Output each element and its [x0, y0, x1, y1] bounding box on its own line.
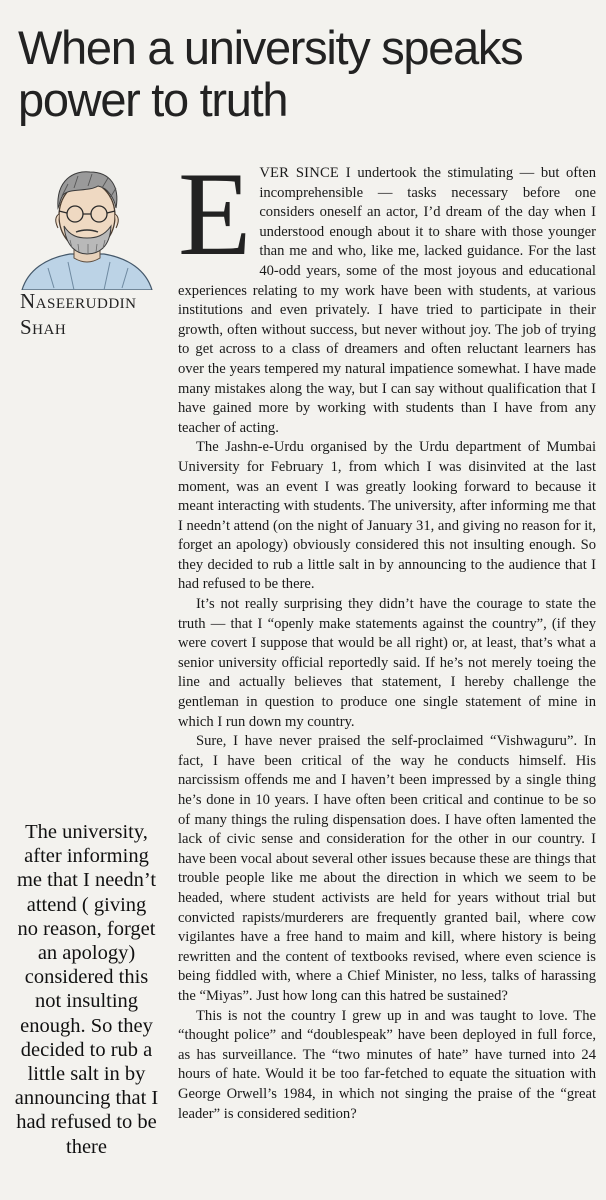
- author-first-name: Naseeruddin: [20, 289, 137, 313]
- paragraph-text: undertook the stimulating — but often incomprehensible — tasks necessary before one considers oneself an actor, I’d dream of the day when I understood enough about it to share with those younger than me and who, like me, lacked guidance. For the last 40-odd years, some of the most joyous and educational experiences relating to my work have been with students, at various institutions and even privately. I have tried to participate in their growth, often without success, but never without joy. The job of trying to get across to a class of dreamers and often reluctant learners has over the years tempered my natural impatience somewhat. I have made many mistakes along the way, but I can say without qualification that I have gained more by working with students than I have from any teacher of acting.: [178, 165, 596, 436]
- author-last-name: Shah: [20, 315, 67, 339]
- author-byline: [20, 288, 160, 340]
- article-paragraph-1: [178, 147, 596, 438]
- drop-cap: E: [178, 147, 252, 280]
- article-paragraph-2: The Jashn-e-Urdu organised by the Urdu department of Mumbai University for February 1, from which I was disinvited at the last moment, was an event I was greatly looking forward to because it meant interacting with students. The university, after informing me that I needn’t attend (on the night of January 31, and giving no reason for it, forget an apology) obviously considered this not insulting enough. So they decided to rub a little salt in by announcing to the audience that I had refused to be there.: [178, 439, 596, 593]
- article-paragraph-5: This is not the country I grew up in and was taught to love. The “thought police” and “doublespeak” have been deployed in full force, as has surveillance. The “two minutes of hate” have turned into 24 hours of hate. Would it be too far-fetched to equate the situation with George Orwell’s 1984, in which not singing the praise of the “great leader” is considered sedition?: [178, 1007, 596, 1122]
- pull-quote: The university, after informing me that I needn’t attend ( giving no reason, forget an apology) considered this not insulting enough. So they decided to rub a little salt in by announcing that I had refused to be there: [14, 821, 159, 1158]
- lead-in-caps: VER SINCE I: [259, 165, 351, 181]
- author-portrait-sketch: [18, 158, 156, 290]
- article-paragraph-3: It’s not really surprising they didn’t have the courage to state the truth — that I “openly make statements against the country”, (if they were covert I suppose that would be all right) or, at least, that’s what a senior university official reportedly said. If he’s not merely toeing the line and actually believes that statement, I hereby challenge the gentleman in question to produce one single statement of mine in which I run down my country.: [178, 596, 596, 730]
- headline: When a university speaks power to truth: [18, 21, 523, 126]
- article-body: [178, 147, 596, 1124]
- article-paragraph-4: Sure, I have never praised the self-proclaimed “Vishwaguru”. In fact, I have been critical of the way he conducts himself. His narcissism offends me and I haven’t been impressed by a single thing he’s done in 10 years. I have often been critical and continue to be so of many things the ruling dispensation does. I have often lamented the lack of civic sense and consideration for the other in our country. I have been vocal about several other issues because these are things that trouble people like me about the direction in which we seem to be headed, where student activists are held for years without trial but convicted rapists/murderers are frequently granted bail, where cow vigilantes have a free hand to maim and kill, where history is being rewritten and the content of textbooks revised, where even science is being fiddled with, where a Chief Minister, no less, talks of harassing the “Miyas”. Just how long can this hatred be sustained?: [178, 733, 596, 1004]
